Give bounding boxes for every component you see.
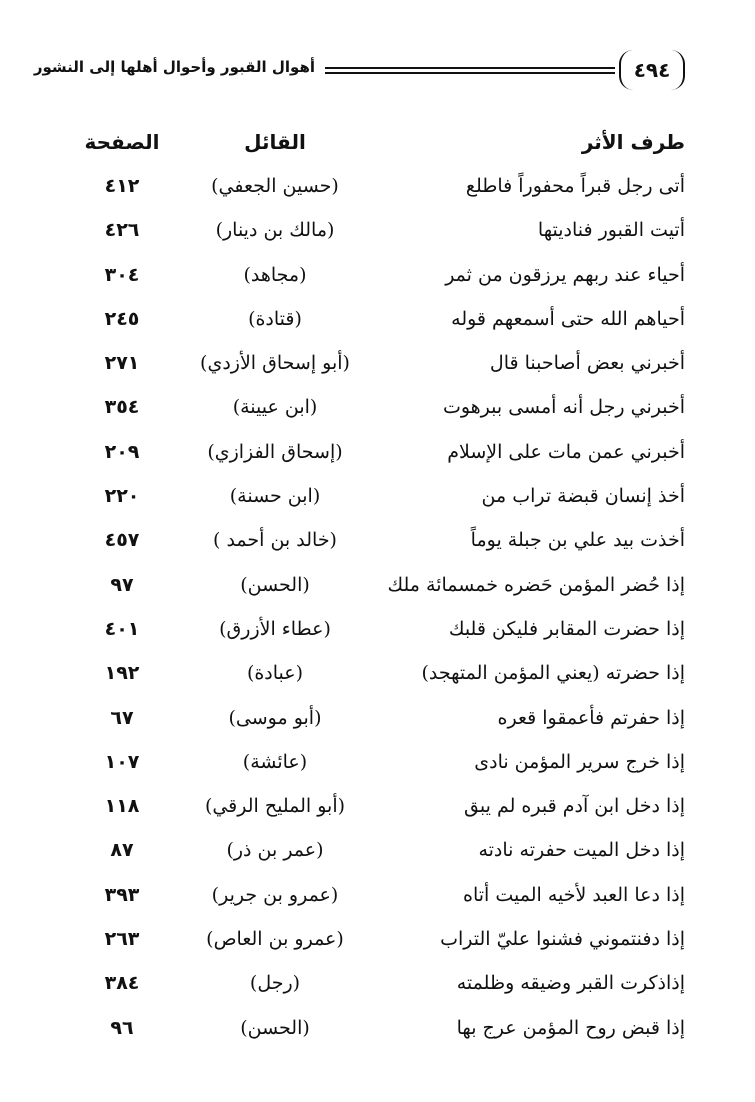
column-header-phrase: طرف الأثر	[581, 130, 685, 154]
table-row	[0, 168, 755, 212]
speaker-text: (أبو موسى)	[228, 706, 322, 729]
table-row	[0, 1010, 755, 1054]
speaker-text: (الحسن)	[240, 573, 310, 596]
table-row	[0, 832, 755, 876]
speaker-text: (ابن حسنة)	[229, 485, 321, 508]
speaker-text: (عمرو بن جرير)	[211, 883, 339, 906]
speaker-text: (عمرو بن العاص)	[206, 928, 344, 951]
header-rule	[325, 67, 615, 74]
page-ref: ٤٥٧	[104, 529, 140, 552]
speaker-text: (أبو إسحاق الأزدي)	[200, 352, 350, 375]
table-row	[0, 921, 755, 965]
phrase-text: إذاذكرت القبر وضيقه وظلمته	[456, 972, 685, 995]
phrase-text: أتيت القبور فناديتها	[537, 219, 685, 242]
table-row	[0, 389, 755, 433]
page-ref: ٣٩٣	[104, 883, 140, 906]
phrase-text: إذا دخل ابن آدم قبره لم يبق	[464, 795, 685, 818]
phrase-text: إذا حضرته (يعني المؤمن المتهجد)	[421, 662, 685, 685]
phrase-text: أخبرني بعض أصاحبنا قال	[489, 352, 685, 375]
speaker-text: (الحسن)	[240, 1016, 310, 1039]
phrase-text: إذا حضرت المقابر فليكن قلبك	[448, 617, 685, 640]
phrase-text: إذا دفنتموني فشنوا عليّ التراب	[440, 928, 685, 951]
speaker-text: (مجاهد)	[243, 263, 307, 286]
phrase-text: أخبرني عمن مات على الإسلام	[447, 440, 685, 463]
table-row	[0, 788, 755, 832]
page-ref: ٢٢٠	[104, 485, 140, 508]
table-row	[0, 257, 755, 301]
page-ref: ١٩٢	[104, 662, 140, 685]
page-ref: ٣٥٤	[104, 396, 140, 419]
page-ref: ٢٤٥	[104, 307, 140, 330]
speaker-text: (مالك بن دينار)	[215, 219, 335, 242]
speaker-text: (أبو المليح الرقي)	[204, 795, 346, 818]
speaker-text: (رجل)	[249, 972, 301, 995]
speaker-text: (حسين الجعفي)	[211, 175, 339, 197]
phrase-text: إذا خرج سرير المؤمن نادى	[474, 750, 685, 773]
table-row	[0, 611, 755, 655]
speaker-text: (عائشة)	[242, 750, 308, 773]
speaker-text: (خالد بن أحمد )	[213, 529, 337, 552]
page-ref: ٢٧١	[104, 352, 140, 375]
page-ref: ٢٠٩	[104, 440, 140, 463]
phrase-text: إذا حفرتم فأعمقوا قعره	[497, 706, 685, 729]
table-row	[0, 965, 755, 1009]
page-ref: ٤١٢	[104, 175, 140, 197]
page-ref: ٣٠٤	[104, 263, 140, 286]
running-header	[33, 50, 685, 102]
table-row	[0, 434, 755, 478]
table-row	[0, 744, 755, 788]
phrase-text: إذا دخل الميت حفرته نادته	[478, 839, 685, 862]
table-row	[0, 301, 755, 345]
index-table	[0, 168, 755, 1054]
phrase-text: أخبرني رجل أنه أمسى ببرهوت	[442, 396, 685, 419]
table-row	[0, 212, 755, 256]
page-ref: ٩٧	[110, 573, 134, 596]
phrase-text: أخذت بيد علي بن جبلة يوماً	[470, 529, 685, 552]
speaker-text: (قتادة)	[248, 307, 302, 330]
table-row	[0, 877, 755, 921]
speaker-text: (ابن عيينة)	[232, 396, 318, 419]
column-header-speaker: القائل	[244, 130, 306, 154]
phrase-text: أتى رجل قبراً محفوراً فاطلع	[465, 175, 685, 197]
page-ref: ٢٦٣	[104, 928, 140, 951]
page-ref: ٦٧	[110, 706, 134, 729]
page-ref: ٩٦	[110, 1016, 134, 1039]
table-row	[0, 478, 755, 522]
phrase-text: أحياء عند ربهم يرزقون من ثمر	[445, 263, 685, 286]
table-row	[0, 655, 755, 699]
page-ref: ٣٨٤	[104, 972, 140, 995]
speaker-text: (عطاء الأزرق)	[219, 617, 331, 640]
phrase-text: إذا دعا العبد لأخيه الميت أتاه	[463, 883, 685, 906]
speaker-text: (إسحاق الفزازي)	[207, 440, 343, 463]
page-ref: ١٠٧	[104, 750, 140, 773]
table-row	[0, 700, 755, 744]
phrase-text: إذا قبض روح المؤمن عرج بها	[456, 1016, 685, 1039]
page-ref: ١١٨	[104, 795, 140, 818]
table-row	[0, 345, 755, 389]
phrase-text: إذا حُضر المؤمن حَضره خمسمائة ملك	[387, 573, 685, 596]
column-header-page: الصفحة	[84, 130, 160, 154]
table-row	[0, 567, 755, 611]
page-ref: ٤٠١	[104, 617, 140, 640]
table-row	[0, 522, 755, 566]
page-number: ٤٩٤	[619, 50, 685, 90]
phrase-text: أحياهم الله حتى أسمعهم قوله	[451, 307, 685, 330]
speaker-text: (عمر بن ذر)	[226, 839, 324, 862]
speaker-text: (عبادة)	[246, 662, 304, 685]
phrase-text: أخذ إنسان قبضة تراب من	[481, 485, 685, 508]
book-title: أهوال القبور وأحوال أهلها إلى النشور	[33, 58, 315, 76]
page-ref: ٤٢٦	[104, 219, 140, 242]
page-ref: ٨٧	[110, 839, 134, 862]
